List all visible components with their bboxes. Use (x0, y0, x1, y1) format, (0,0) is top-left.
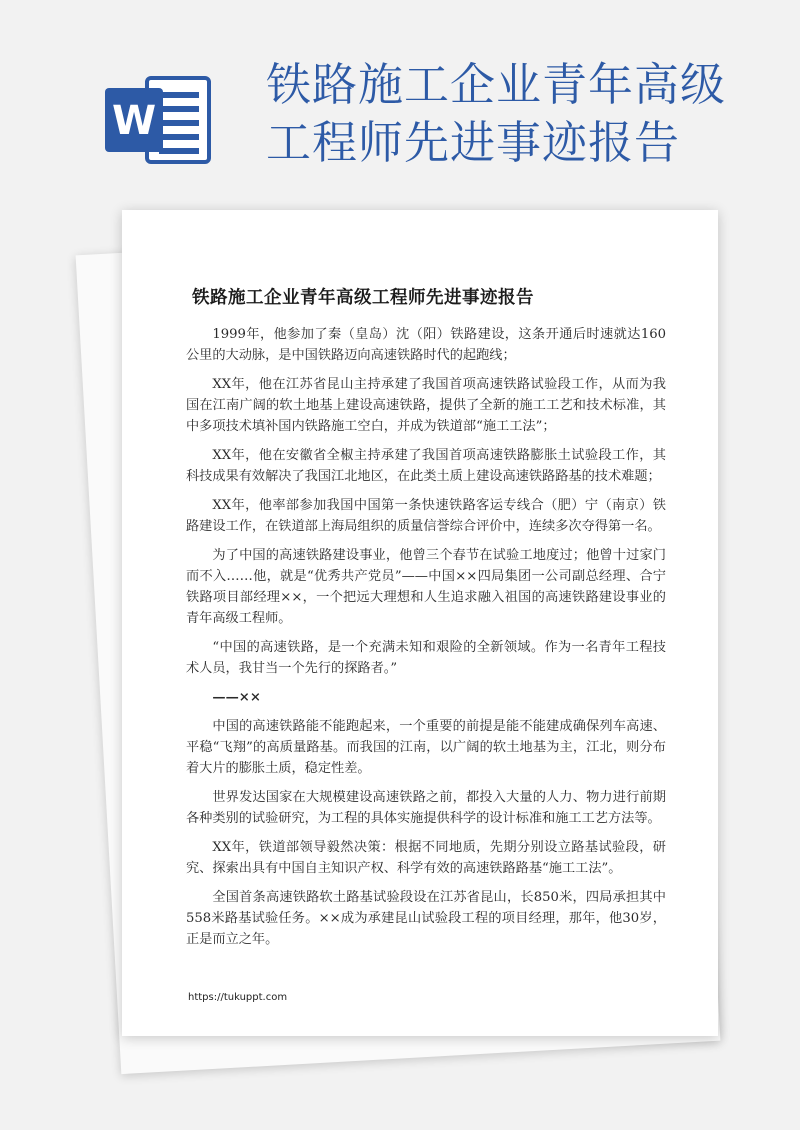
document-sheet (122, 210, 718, 1036)
paragraph-1: 1999年，他参加了秦（皇岛）沈（阳）铁路建设，这条开通后时速就达160公里的大动脉，是中国铁路迈向高速铁路时代的起跑线； (186, 327, 666, 363)
paragraph-3: XX年，他在安徽省全椒主持承建了我国首项高速铁路膨胀土试验段工作，其科技成果有效解决了我国江北地区，在此类土质上建设高速铁路路基的技术难题； (186, 448, 666, 484)
paragraph-2: XX年，他在江苏省昆山主持承建了我国首项高速铁路试验段工作，从而为我国在江南广阔的软土地基上建设高速铁路，提供了全新的施工工艺和技术标准，其中多项技术填补国内铁路施工空白，并成为铁道部“施工工法”； (186, 377, 666, 434)
paragraph-7: 世界发达国家在大规模建设高速铁路之前，都投入大量的人力、物力进行前期各种类别的试验研究，为工程的具体实施提供科学的设计标准和施工工艺方法等。 (186, 790, 666, 826)
paragraph-6: 中国的高速铁路能不能跑起来，一个重要的前提是能不能建成确保列车高速、平稳“飞翔”的高质量路基。而我国的江南，以广阔的软土地基为主，江北，则分布着大片的膨胀土质，稳定性差。 (186, 719, 666, 776)
paragraph-5: 为了中国的高速铁路建设事业，他曾三个春节在试验工地度过；他曾十过家门而不入……他，就是“优秀共产党员”——中国××四局集团一公司副总经理、合宁铁路项目部经理××，一个把远大理想和人生追求融入祖国的高速铁路建设事业的青年高级工程师。 (186, 548, 666, 626)
word-document-icon (103, 70, 215, 170)
quote-signature: ——×× (212, 690, 261, 705)
paragraph-9: 全国首条高速铁路软土路基试验段设在江苏省昆山，长850米，四局承担其中558米路基试验任务。××成为承建昆山试验段工程的项目经理，那年，他30岁，正是而立之年。 (186, 890, 666, 947)
quote-paragraph: “中国的高速铁路，是一个充满未知和艰险的全新领域。作为一名青年工程技术人员，我甘当一个先行的探路者。” (186, 640, 666, 676)
page-heading-line-1: 铁路施工企业青年高级 (266, 58, 727, 111)
footer-link[interactable]: https://tukuppt.com (188, 992, 288, 1003)
word-icon-letter: W (111, 98, 157, 144)
page-heading (266, 56, 786, 172)
paragraph-4: XX年，他率部参加我国中国第一条快速铁路客运专线合（肥）宁（南京）铁路建设工作，在铁道部上海局组织的质量信誉综合评价中，连续多次夺得第一名。 (186, 498, 666, 534)
paragraph-8: XX年，铁道部领导毅然决策：根据不同地质，先期分别设立路基试验段，研究、探索出具有中国自主知识产权、科学有效的高速铁路路基“施工工法”。 (186, 840, 666, 876)
document-title: 铁路施工企业青年高级工程师先进事迹报告 (192, 288, 534, 308)
header (0, 0, 800, 210)
document-body (186, 324, 666, 958)
page-heading-line-2: 工程师先进事迹报告 (266, 116, 681, 169)
